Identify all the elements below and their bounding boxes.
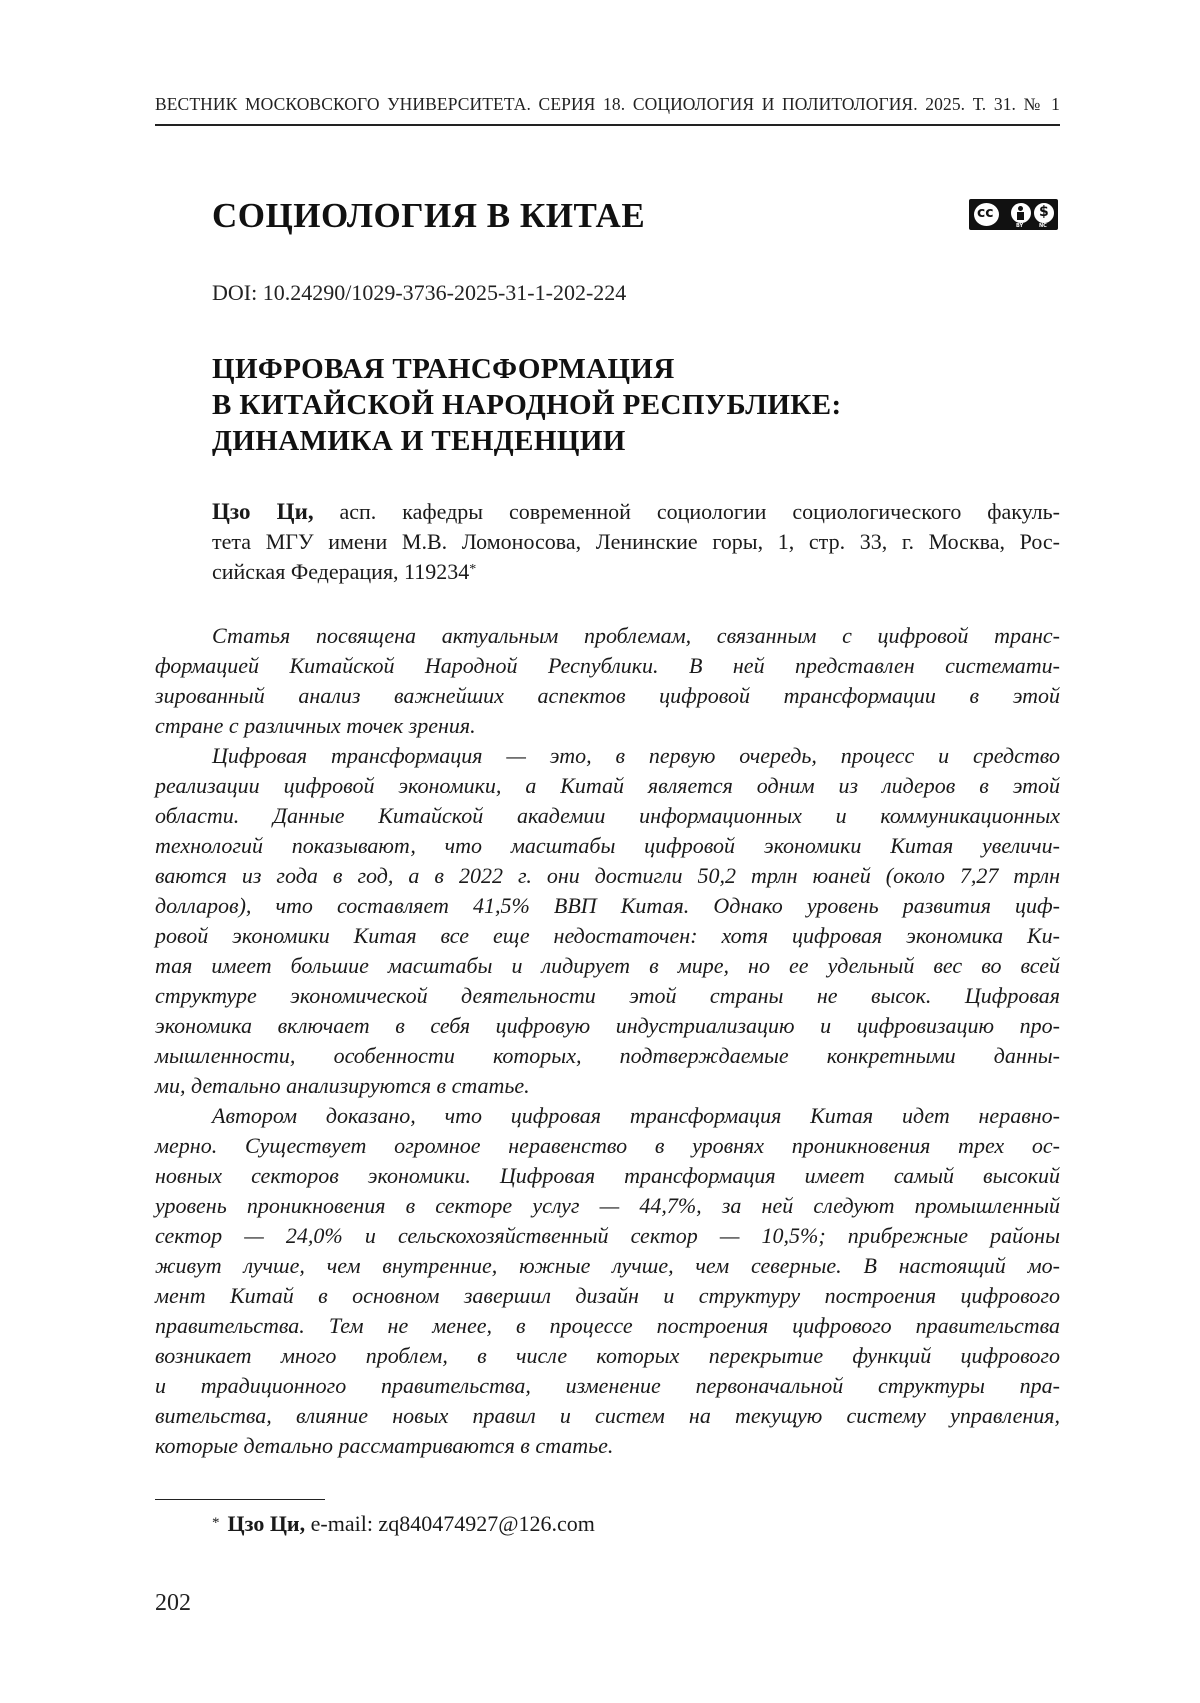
abstract-line: тая имеет большие масштабы и лидирует в мире, но ее удельный вес во всей [155,953,1060,978]
abstract-line: вительства, влияние новых правил и систем на текущую систему управления, [155,1403,1060,1428]
abstract-line: области. Данные Китайской академии информационных и коммуникационных [155,803,1060,828]
author-affiliation [212,497,1060,587]
article-title-line: ДИНАМИКА И ТЕНДЕНЦИИ [212,425,626,457]
abstract-line: и традиционного правительства, изменение первоначальной структуры пра- [155,1373,1060,1398]
abstract-line: мерно. Существует огромное неравенство в уровнях проникновения трех ос- [155,1133,1060,1158]
abstract-line: мент Китай в основном завершил дизайн и структуру построения цифрового [155,1283,1060,1308]
cc-icon [973,202,1000,227]
doi[interactable]: DOI: 10.24290/1029-3736-2025-31-1-202-224 [212,280,627,305]
abstract-line: правительства. Тем не менее, в процессе построения цифрового правительства [155,1313,1060,1338]
abstract-line: сектор — 24,0% и сельскохозяйственный сектор — 10,5%; прибрежные районы [155,1223,1060,1248]
author-name: Цзо Ци, [212,499,314,524]
header-divider [155,124,1060,126]
abstract-line: Автором доказано, что цифровая трансформация Китая идет неравно- [212,1103,1060,1128]
noncommercial-icon [1033,202,1055,224]
abstract-line: Цифровая трансформация — это, в первую очередь, процесс и средство [212,743,1060,768]
abstract-line: уровень проникновения в секторе услуг — 44,7%, за ней следуют промышленный [155,1193,1060,1218]
article-title-line: В КИТАЙСКОЙ НАРОДНОЙ РЕСПУБЛИКЕ: [212,389,842,421]
license-label-by: BY [1016,223,1024,229]
footnote-author-name: Цзо Ци, [227,1511,306,1536]
author-line: тета МГУ имени М.В. Ломоносова, Ленинские горы, 1, стр. 33, г. Москва, Рос- [212,529,1060,554]
article-title [212,351,1012,459]
footnote-email[interactable]: e-mail: zq840474927@126.com [305,1511,595,1536]
author-address-end: сийская Федерация, 119234 [212,559,470,584]
section-title: СОЦИОЛОГИЯ В КИТАЕ [212,196,646,235]
abstract-line: зированный анализ важнейших аспектов цифровой трансформации в этой [155,683,1060,708]
abstract-line: мышленности, особенности которых, подтверждаемые конкретными данны- [155,1043,1060,1068]
abstract-line: реализации цифровой экономики, а Китай является одним из лидеров в этой [155,773,1060,798]
abstract-line: структуре экономической деятельности этой страны не высок. Цифровая [155,983,1060,1008]
abstract-line: которые детально рассматриваются в статье. [155,1433,614,1458]
footnote [212,1509,595,1542]
footnote-mark: * [212,1515,220,1531]
abstract-line: живут лучше, чем внутренние, южные лучше, чем северные. В настоящий мо- [155,1253,1060,1278]
abstract-line: ми, детально анализируются в статье. [155,1073,530,1098]
footnote-reference[interactable]: * [469,562,477,577]
abstract-line: Статья посвящена актуальным проблемам, связанным с цифровой транс- [212,623,1060,648]
footnote-divider [155,1499,325,1500]
running-head: ВЕСТНИК МОСКОВСКОГО УНИВЕРСИТЕТА. СЕРИЯ 18. СОЦИОЛОГИЯ И ПОЛИТОЛОГИЯ. 2025. Т. 31. № 1 [155,94,1060,114]
abstract [155,621,1060,1461]
abstract-line: долларов), что составляет 41,5% ВВП Китая. Однако уровень развития циф- [155,893,1060,918]
abstract-line: технологий показывают, что масштабы цифровой экономики Китая увеличи- [155,833,1060,858]
cc-by-nc-icon[interactable] [969,199,1058,230]
by-attribution-icon [1010,202,1032,224]
author-line [212,497,1060,527]
author-line [212,557,1060,587]
abstract-line: новных секторов экономики. Цифровая трансформация имеет самый высокий [155,1163,1060,1188]
abstract-line: ваются из года в год, а в 2022 г. они достигли 50,2 трлн юаней (около 7,27 трлн [155,863,1060,888]
page-number: 202 [155,1590,191,1616]
abstract-line: экономика включает в себя цифровую индустриализацию и цифровизацию про- [155,1013,1060,1038]
license-label-nc: NC [1039,223,1047,229]
abstract-line: ровой экономики Китая все еще недостаточен: хотя цифровая экономика Ки- [155,923,1060,948]
article-title-line: ЦИФРОВАЯ ТРАНСФОРМАЦИЯ [212,353,675,385]
abstract-line: формацией Китайской Народной Республики. В ней представлен системати- [155,653,1060,678]
abstract-line: возникает много проблем, в числе которых перекрытие функций цифрового [155,1343,1060,1368]
abstract-line: стране с различных точек зрения. [155,713,476,738]
author-affiliation-text: асп. кафедры современной социологии социологического факуль- [313,499,1061,524]
